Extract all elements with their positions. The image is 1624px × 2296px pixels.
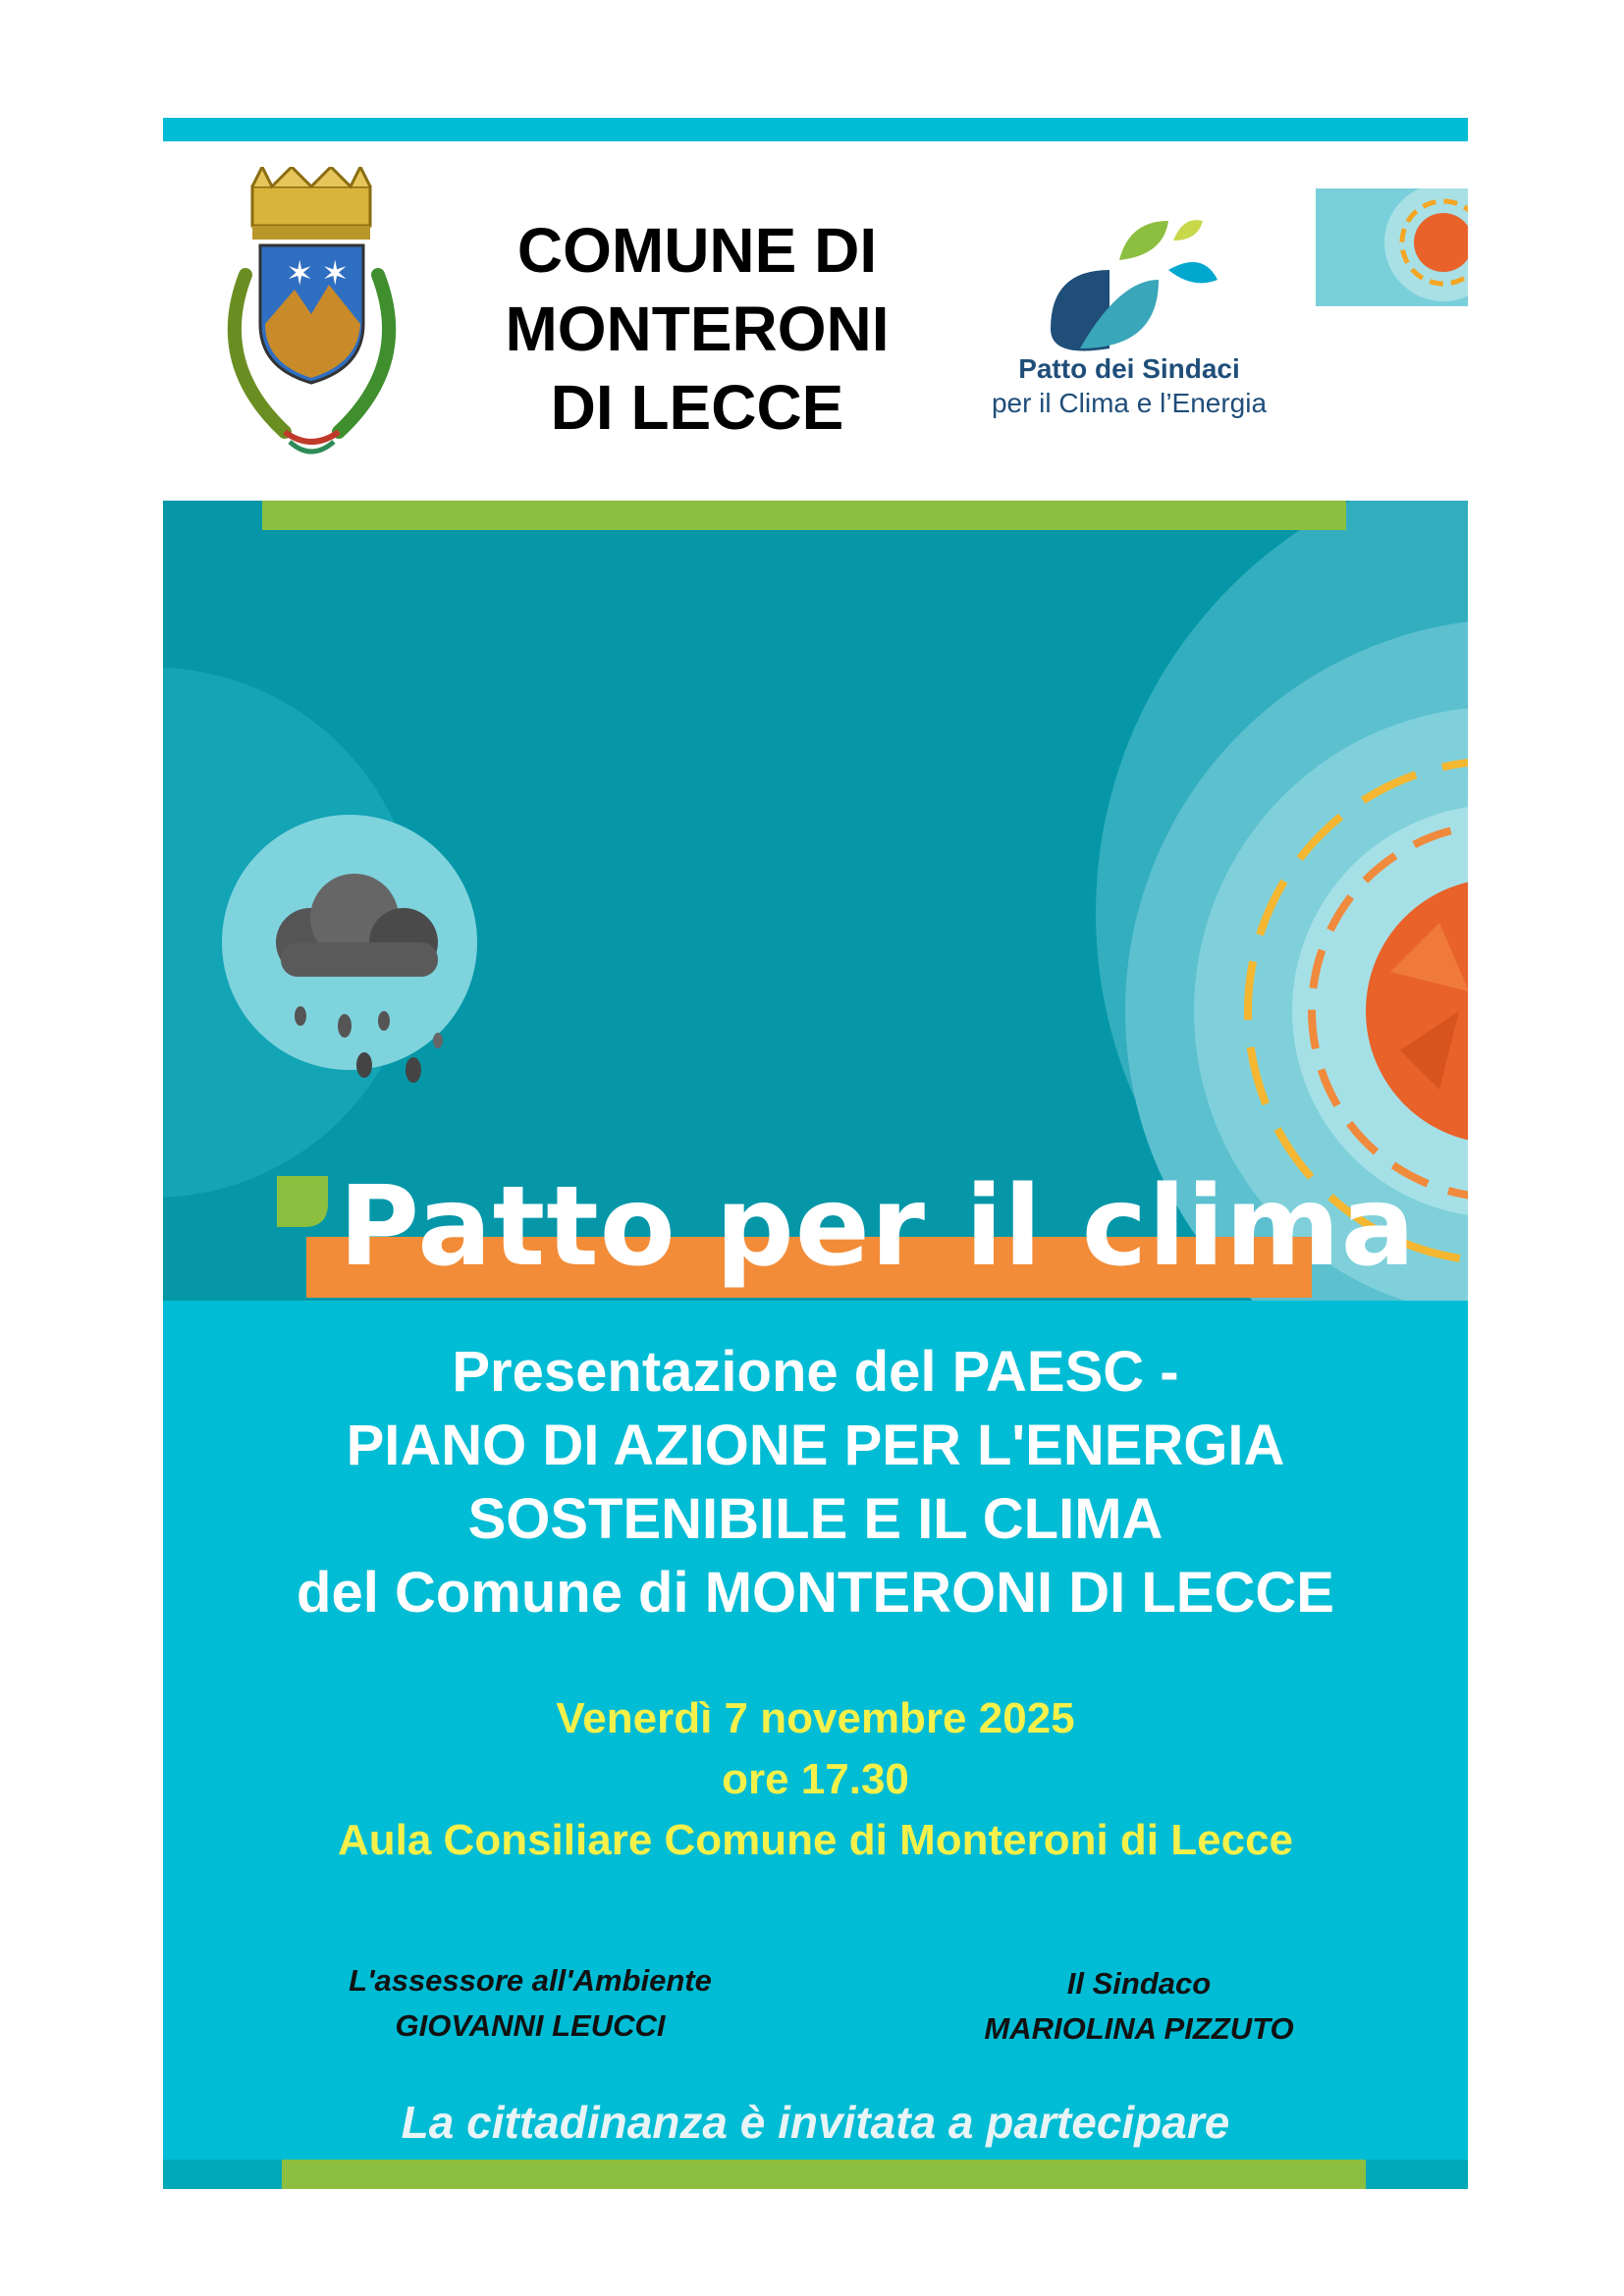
campaign-title: Patto per il clima [339, 1163, 1417, 1291]
coat-of-arms-icon [191, 167, 432, 481]
municipality-name [452, 211, 943, 447]
covenant-name-line-1: Patto dei Sindaci [1018, 353, 1240, 384]
municipality-line-3: DI LECCE [550, 372, 844, 443]
headline-line-4: del Comune di MONTERONI DI LECCE [297, 1561, 1334, 1625]
signature-mayor-name: MARIOLINA PIZZUTO [984, 2011, 1294, 2046]
leaf-icon [271, 1170, 334, 1233]
signature-assessor-name: GIOVANNI LEUCCI [395, 2008, 666, 2043]
invitation-text: La cittadinanza è invitata a partecipare [401, 2097, 1230, 2148]
signature-mayor-role: Il Sindaco [1066, 1966, 1212, 2001]
signature-assessor [285, 1958, 776, 2049]
sun-thumbnail-icon [1316, 188, 1468, 306]
event-venue: Aula Consiliare Comune di Monteroni di Lecce [337, 1816, 1294, 1864]
municipality-line-2: MONTERONI [505, 294, 890, 364]
svg-text:✶: ✶ [321, 254, 350, 294]
municipality-line-1: COMUNE DI [516, 215, 878, 286]
signature-assessor-role: L'assessore all'Ambiente [349, 1963, 712, 1998]
event-info [163, 1688, 1468, 1871]
green-accent-strip-top [262, 501, 1346, 530]
headline-line-2: PIANO DI AZIONE PER L'ENERGIA [346, 1414, 1285, 1477]
top-accent-bar [163, 118, 1468, 141]
event-time: ore 17.30 [722, 1755, 909, 1803]
green-accent-strip-bottom [282, 2160, 1366, 2189]
event-date: Venerdì 7 novembre 2025 [556, 1694, 1075, 1742]
event-headline [163, 1335, 1468, 1629]
headline-line-1: Presentazione del PAESC - [452, 1340, 1179, 1404]
svg-text:✶: ✶ [286, 254, 314, 294]
covenant-name-line-2: per il Clima e l’Energia [991, 388, 1268, 418]
headline-line-3: SOSTENIBILE E IL CLIMA [467, 1487, 1164, 1551]
signature-mayor [903, 1961, 1375, 2052]
